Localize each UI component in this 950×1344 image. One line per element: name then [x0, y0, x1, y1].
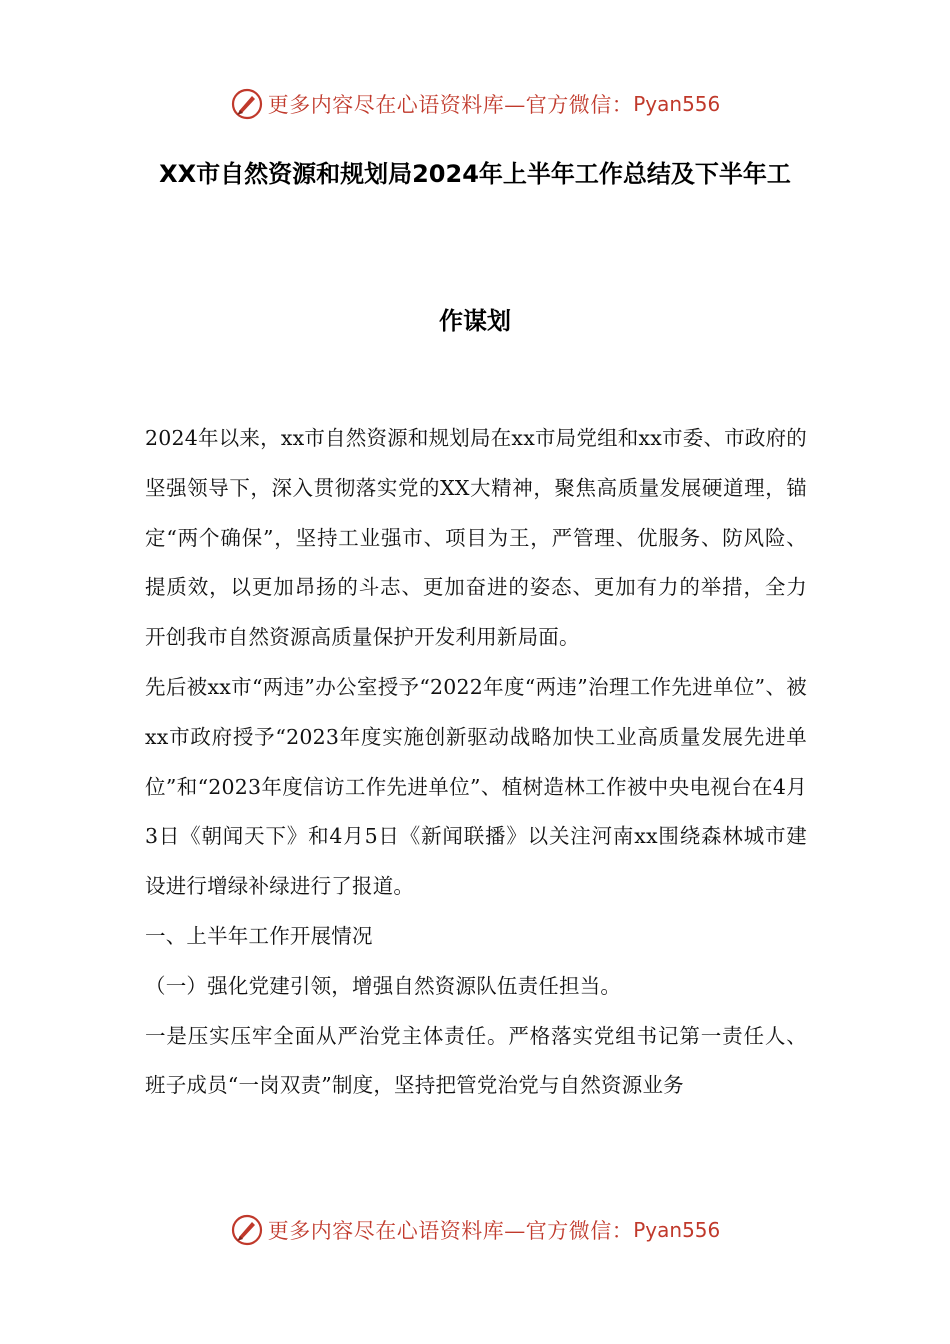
document-title-line-1: XX市自然资源和规划局2024年上半年工作总结及下半年工 [159, 160, 791, 188]
banner-wechat-id: Pyan556 [633, 1218, 721, 1242]
header-watermark-banner [0, 84, 950, 124]
footer-watermark-banner [0, 1210, 950, 1250]
section-heading-1: 一、上半年工作开展情况 [145, 923, 373, 948]
pen-logo-icon [230, 1213, 264, 1247]
document-title-line-2: 作谋划 [439, 307, 511, 335]
document-body [145, 414, 807, 1111]
pen-logo-icon [230, 87, 264, 121]
banner-wechat-id: Pyan556 [633, 92, 721, 116]
paragraph-item-1: 一是压实压牢全面从严治党主体责任。严格落实党组书记第一责任人、班子成员“一岗双责”制度，坚持把管党治党与自然资源业务 [145, 1023, 807, 1098]
subsection-heading-1: （一）强化党建引领，增强自然资源队伍责任担当。 [145, 973, 622, 998]
banner-text: 更多内容尽在心语资料库—官方微信： [267, 1219, 634, 1243]
banner-text: 更多内容尽在心语资料库—官方微信： [267, 93, 634, 117]
paragraph-intro: 2024年以来，xx市自然资源和规划局在xx市局党组和xx市委、市政府的坚强领导下，深入贯彻落实党的XX大精神，聚焦高质量发展硬道理，锚定“两个确保”，坚持工业强市、项目为王，严管理、优服务、防风险、提质效，以更加昂扬的斗志、更加奋进的姿态、更加有力的举措，全力开创我市自然资源高质量保护开发利用新局面。 [145, 426, 807, 650]
paragraph-honors: 先后被xx市“两违”办公室授予“2022年度“两违”治理工作先进单位”、被xx市政府授予“2023年度实施创新驱动战略加快工业高质量发展先进单位”和“2023年度信访工作先进单位”、植树造林工作被中央电视台在4月3日《朝闻天下》和4月5日《新闻联播》以关注河南xx围绕森林城市建设进行增绿补绿进行了报道。 [145, 674, 807, 899]
